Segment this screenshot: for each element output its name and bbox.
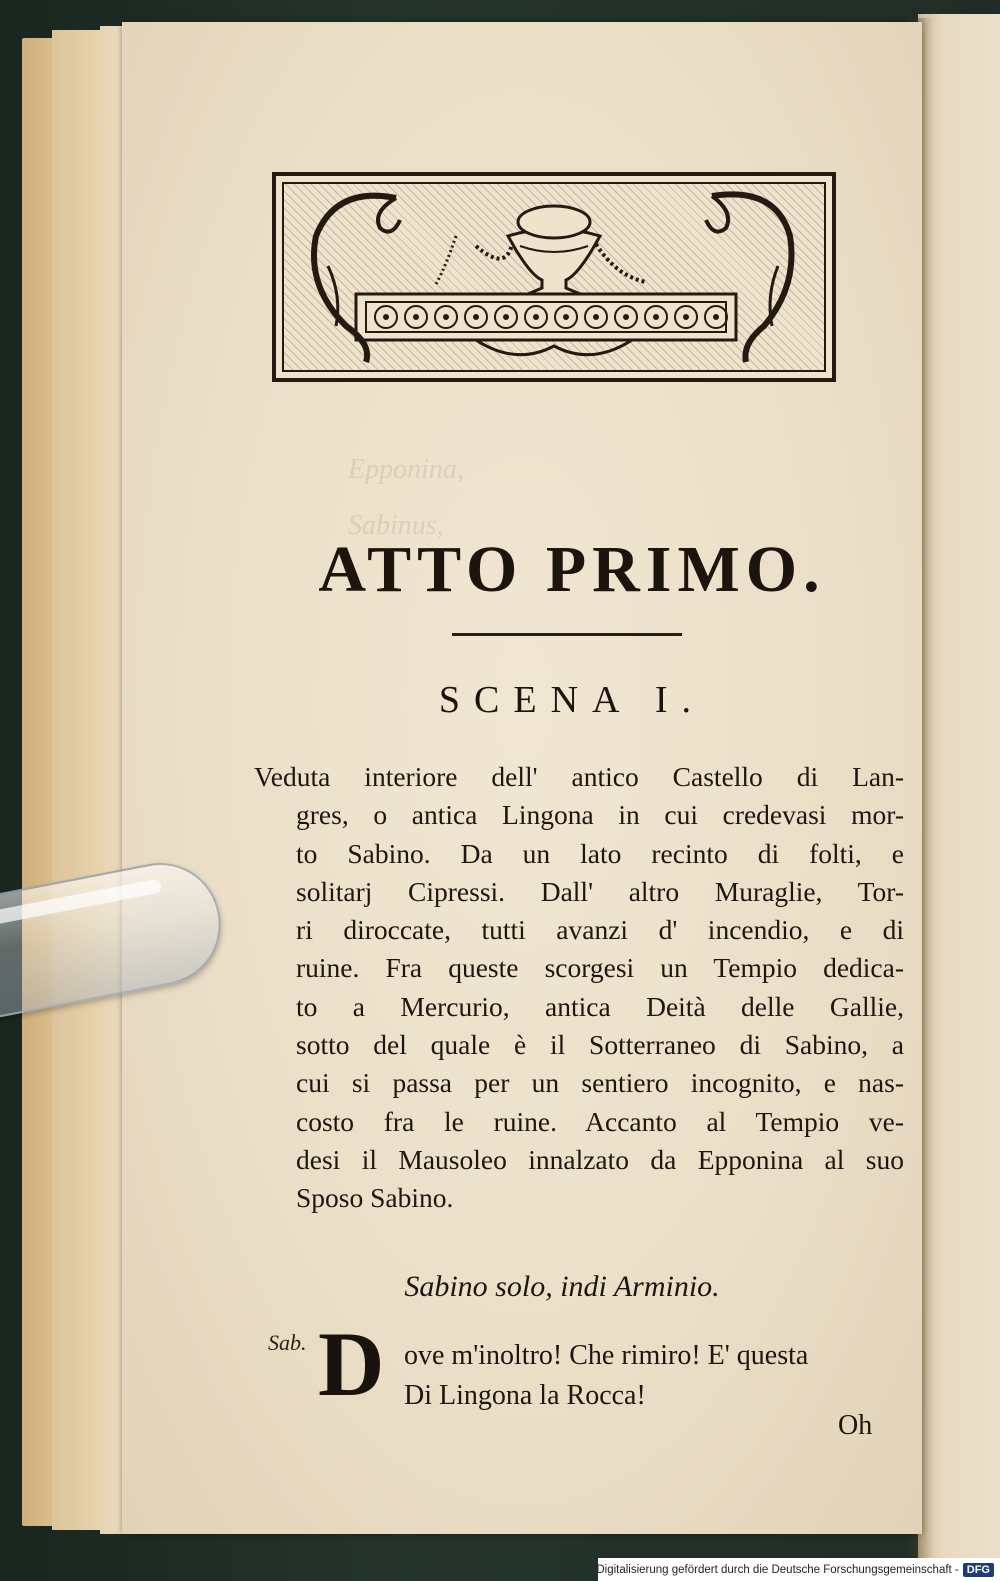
stage-line: gres, o antica Lingona in cui credevasi mor-	[296, 799, 904, 831]
title-rule	[452, 633, 682, 636]
drop-cap: D	[318, 1313, 385, 1415]
stage-line: Veduta interiore dell' antico Castello di Lan-	[254, 761, 904, 792]
dfg-logo: DFG	[963, 1563, 994, 1577]
stage-direction	[254, 758, 904, 1218]
verse-block	[404, 1336, 808, 1416]
stage-line: to Sabino. Da un lato recinto di folti, e	[296, 837, 904, 869]
decorative-headpiece	[272, 172, 836, 382]
show-through-text: Epponina, Sabinus,	[348, 454, 541, 541]
stage-line: solitarj Cipressi. Dall' altro Muraglie, Tor-	[296, 875, 904, 907]
stage-line: to a Mercurio, antica Deità delle Gallie,	[296, 990, 904, 1022]
stage-line: desi il Mausoleo innalzato da Epponina al suo	[296, 1143, 904, 1175]
act-title: ATTO PRIMO.	[318, 533, 826, 606]
characters-heading: Sabino solo, indi Arminio.	[404, 1270, 720, 1303]
stage-line: ruine. Fra queste scorgesi un Tempio dedica-	[296, 952, 904, 984]
stage-line: costo fra le ruine. Accanto al Tempio ve-	[296, 1105, 904, 1137]
footer-text: Digitalisierung gefördert durch die Deutsche Forschungsgemeinschaft -	[596, 1563, 959, 1576]
stage-line: sotto del quale è il Sotterraneo di Sabino, a	[296, 1029, 904, 1061]
stage-line: ri diroccate, tutti avanzi d' incendio, e di	[296, 914, 904, 946]
catchword: Oh	[838, 1410, 873, 1441]
digitization-footer	[598, 1558, 1000, 1581]
verse-line: Di Lingona la Rocca!	[404, 1380, 646, 1411]
stage-line: cui si passa per un sentiero incognito, e nas-	[296, 1067, 904, 1099]
book-page	[122, 22, 922, 1534]
stage-line: Sposo Sabino.	[296, 1182, 454, 1214]
scene-title: SCENA I.	[438, 679, 706, 721]
speaker-label: Sab.	[268, 1330, 307, 1355]
verse-line: ove m'inoltro! Che rimiro! E' questa	[404, 1340, 809, 1371]
urn-ornament-icon	[276, 176, 832, 378]
